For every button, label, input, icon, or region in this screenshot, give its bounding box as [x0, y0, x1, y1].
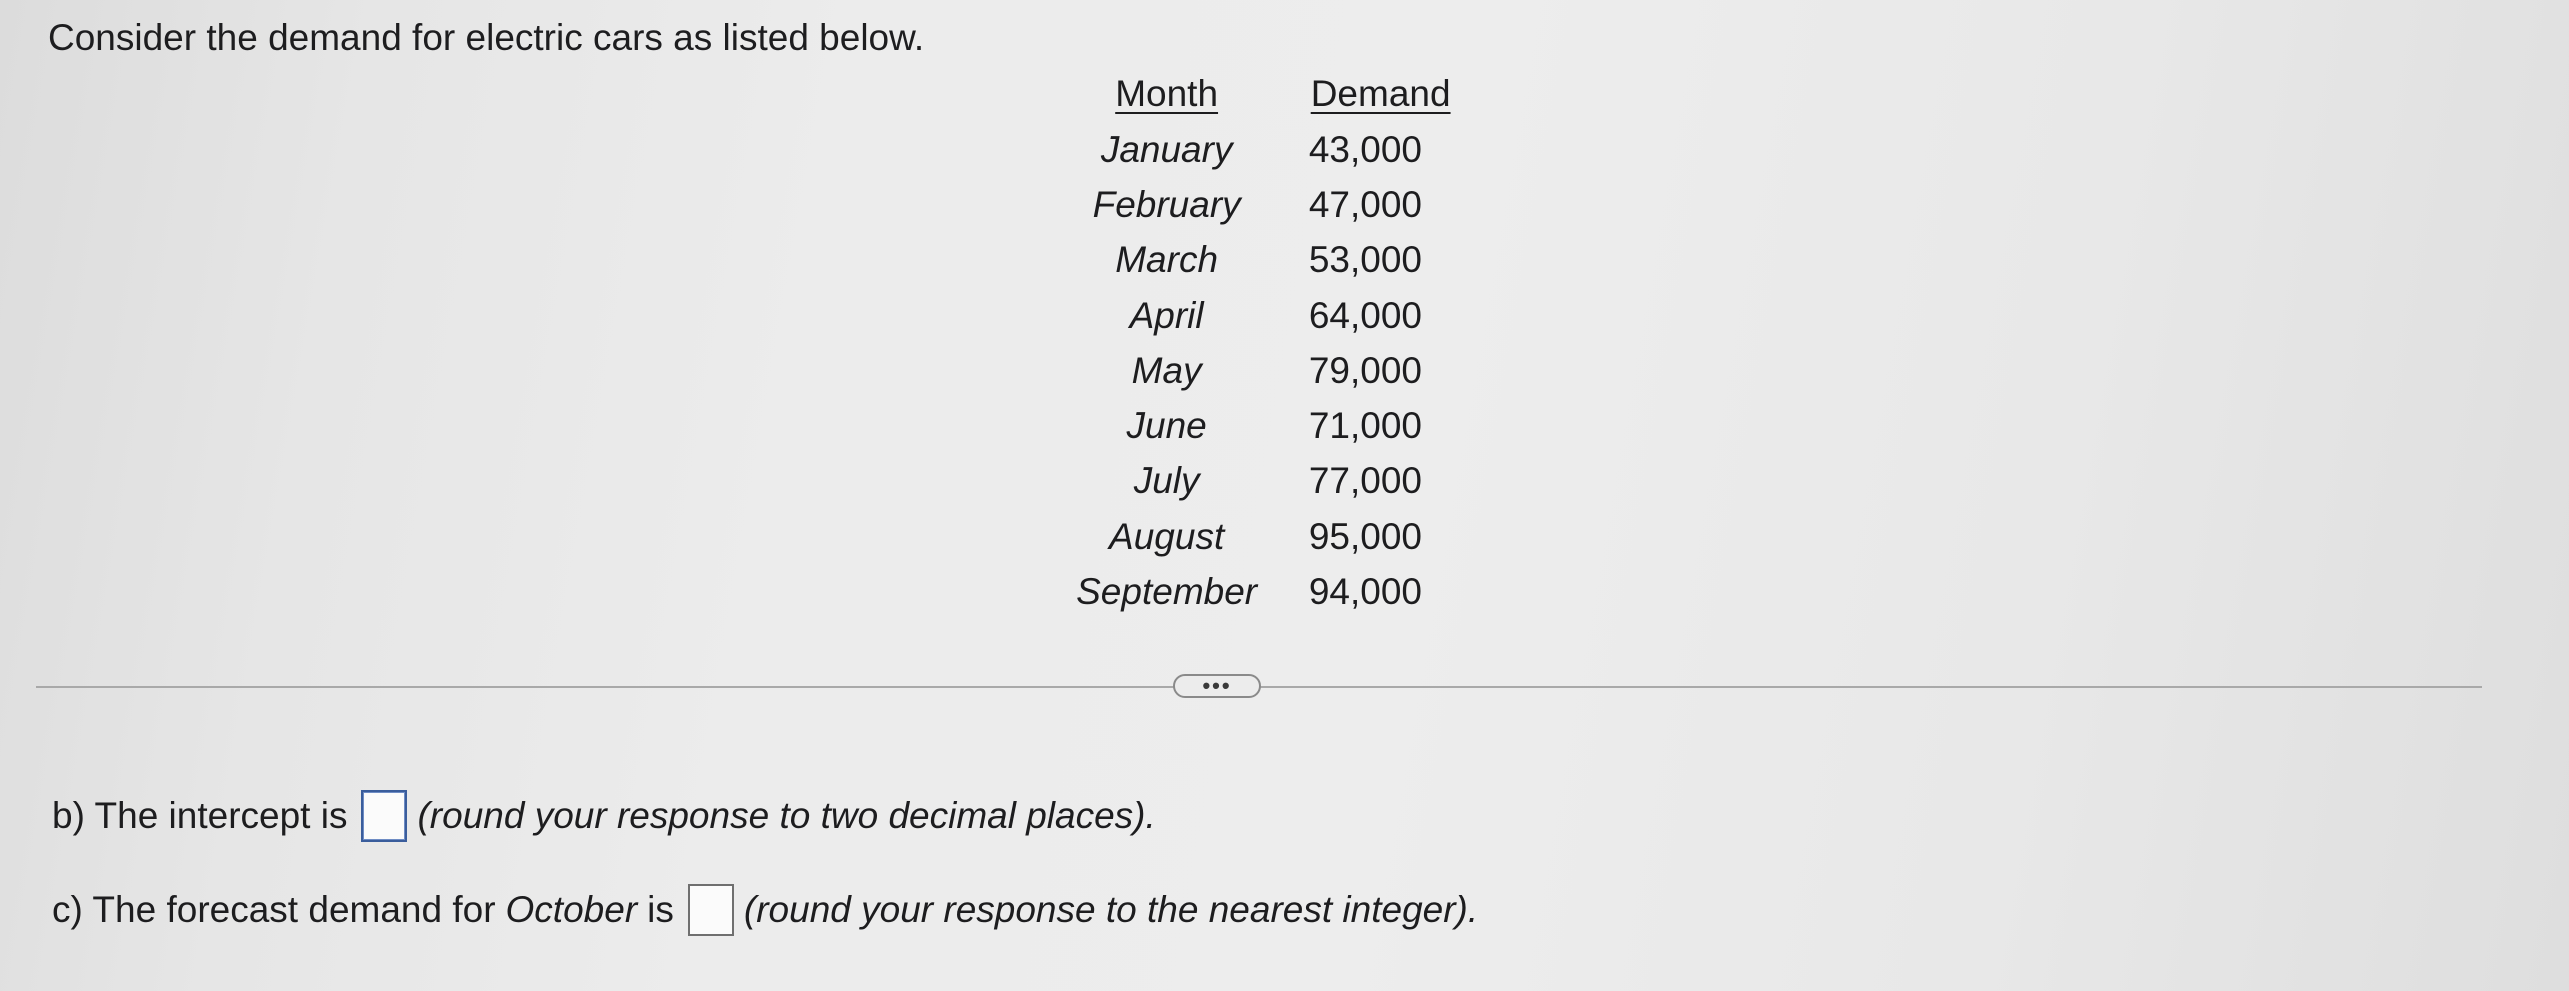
demand-table-container: [1070, 66, 1470, 620]
table-row: [1070, 288, 1470, 343]
demand-cell: 47,000: [1308, 183, 1422, 225]
expand-content-button[interactable]: [1173, 674, 1261, 698]
question-b-hint: (round your response to two decimal places).: [417, 795, 1156, 836]
demand-cell: 95,000: [1308, 515, 1422, 557]
demand-cell: 77,000: [1308, 460, 1422, 502]
table-row: [1070, 177, 1470, 232]
month-cell: March: [1115, 239, 1219, 281]
demand-cell: 53,000: [1308, 239, 1422, 281]
question-c-mid: is: [647, 889, 674, 930]
question-b-prefix: b) The intercept is: [52, 795, 348, 836]
table-row: [1070, 509, 1470, 564]
demand-cell: 71,000: [1308, 405, 1422, 447]
question-c-month: October: [505, 889, 638, 930]
demand-table: [1070, 66, 1470, 620]
table-row: [1070, 454, 1470, 509]
demand-column-header: Demand: [1310, 73, 1451, 114]
demand-cell: 79,000: [1308, 349, 1422, 391]
demand-cell: 64,000: [1308, 294, 1422, 336]
question-c-prefix: c) The forecast demand for: [52, 889, 496, 930]
month-cell: February: [1092, 183, 1241, 225]
table-row: [1070, 343, 1470, 398]
month-cell: July: [1133, 460, 1200, 502]
question-c: [52, 884, 1478, 936]
problem-statement: Consider the demand for electric cars as listed below.: [48, 17, 925, 58]
intercept-answer-input[interactable]: [361, 790, 407, 842]
table-header-row: [1070, 66, 1470, 122]
ellipsis-icon: •••: [1202, 673, 1232, 698]
table-row: [1070, 398, 1470, 453]
month-cell: January: [1100, 128, 1233, 170]
month-cell: April: [1129, 294, 1204, 336]
table-row: [1070, 122, 1470, 177]
question-c-hint: (round your response to the nearest integer).: [743, 889, 1479, 930]
month-cell: June: [1126, 405, 1207, 447]
demand-cell: 43,000: [1308, 128, 1422, 170]
demand-cell: 94,000: [1308, 571, 1422, 613]
month-cell: September: [1076, 571, 1258, 613]
month-cell: May: [1131, 349, 1202, 391]
month-cell: August: [1109, 515, 1225, 557]
question-b: [52, 790, 1156, 842]
month-column-header: Month: [1115, 73, 1219, 114]
forecast-answer-input[interactable]: [688, 884, 734, 936]
table-row: [1070, 564, 1470, 619]
table-row: [1070, 233, 1470, 288]
